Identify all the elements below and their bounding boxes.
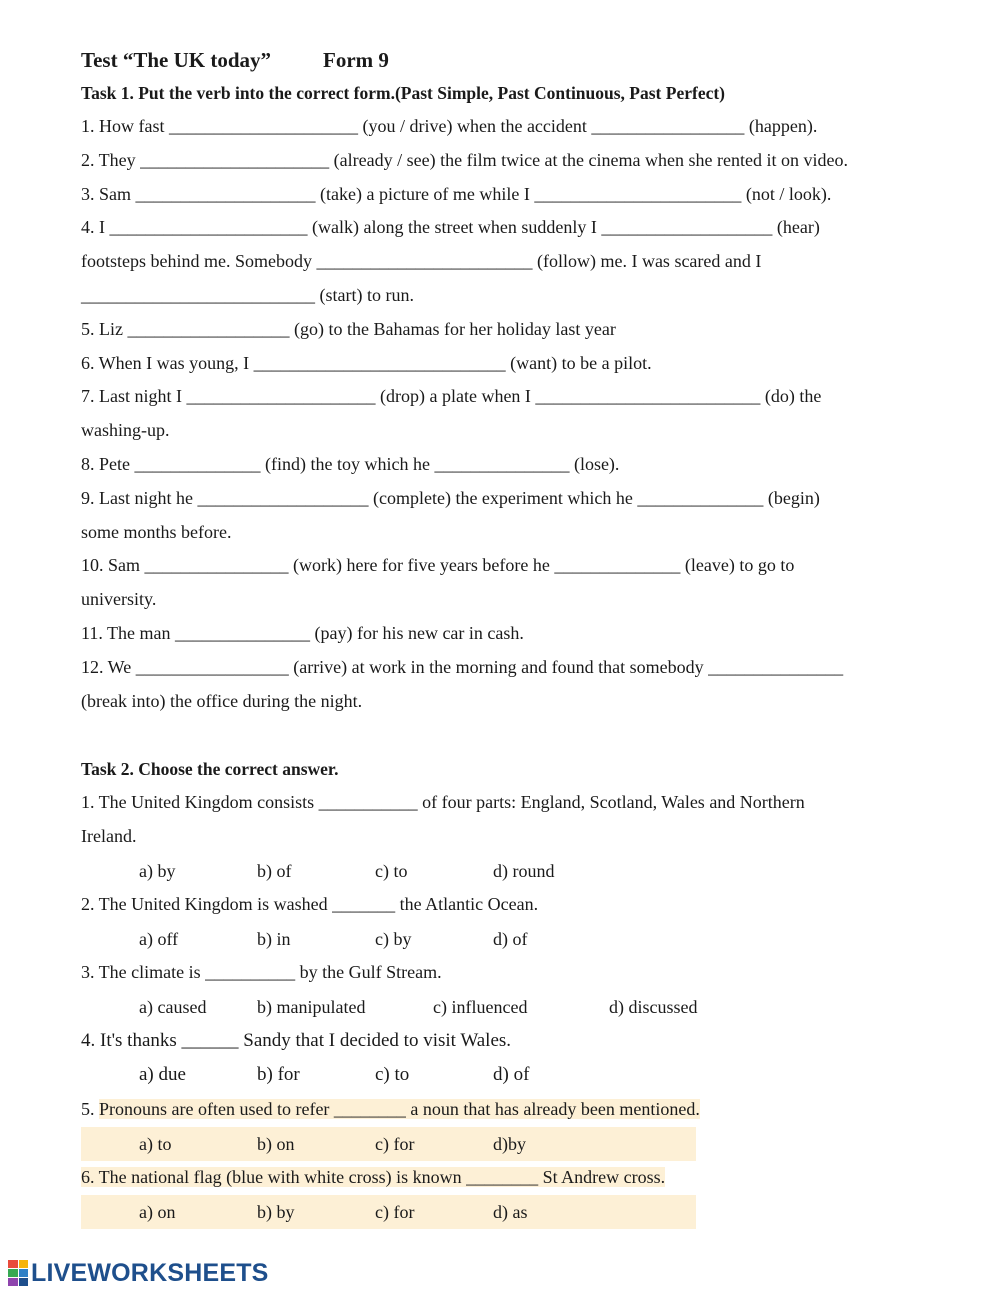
- task1-line: 5. Liz __________________ (go) to the Bahamas for her holiday last year: [81, 318, 616, 339]
- question-6-options: [81, 1195, 696, 1229]
- option-b[interactable]: b) by: [257, 1201, 295, 1222]
- option-a[interactable]: a) on: [139, 1201, 176, 1222]
- task1-line: 2. They _____________________ (already / see) the film twice at the cinema when she rented it on video.: [81, 149, 848, 170]
- question-6: [81, 1161, 941, 1195]
- task1-line: 4. I ______________________ (walk) along the street when suddenly I ___________________ (hear): [81, 217, 820, 238]
- task1-sentences: [81, 110, 941, 718]
- option-a[interactable]: a) to: [139, 1134, 172, 1155]
- liveworksheets-logo-icon: [8, 1260, 28, 1286]
- worksheet-title-row: [81, 44, 941, 76]
- section-spacer: [81, 718, 941, 752]
- option-c[interactable]: c) to: [375, 1064, 410, 1086]
- question-5-number: 5.: [81, 1099, 99, 1120]
- task1-line: __________________________ (start) to run.: [81, 284, 414, 305]
- option-c[interactable]: c) for: [375, 1134, 415, 1155]
- option-c[interactable]: c) by: [375, 928, 412, 949]
- task1-line: university.: [81, 589, 157, 610]
- task1-line: washing-up.: [81, 420, 170, 441]
- question-4: 4. It's thanks ______ Sandy that I decided to visit Wales.: [81, 1029, 512, 1051]
- option-b[interactable]: b) on: [257, 1134, 295, 1155]
- question-5-text: Pronouns are often used to refer ________ a noun that has already been mentioned.: [99, 1099, 700, 1120]
- option-c[interactable]: c) influenced: [433, 996, 528, 1017]
- task1-heading: Task 1. Put the verb into the correct form.(Past Simple, Past Continuous, Past Perfect): [81, 83, 726, 103]
- option-b[interactable]: b) in: [257, 928, 291, 949]
- task2-heading: Task 2. Choose the correct answer.: [81, 759, 339, 780]
- task1-line: 6. When I was young, I ____________________________ (want) to be a pilot.: [81, 352, 652, 373]
- option-d[interactable]: d) round: [493, 860, 555, 881]
- task1-line: (break into) the office during the night.: [81, 690, 363, 711]
- question-4-options: [81, 1057, 941, 1093]
- option-c[interactable]: c) to: [375, 860, 408, 881]
- option-a[interactable]: a) by: [139, 860, 176, 881]
- option-d[interactable]: d) of: [493, 1064, 530, 1086]
- option-a[interactable]: a) caused: [139, 996, 207, 1017]
- question-6-text: 6. The national flag (blue with white cross) is known ________ St Andrew cross.: [81, 1167, 666, 1188]
- liveworksheets-logo-text: LIVEWORKSHEETS: [31, 1258, 269, 1287]
- question-1-continued: Ireland.: [81, 826, 137, 847]
- task1-line: 11. The man _______________ (pay) for his new car in cash.: [81, 622, 524, 643]
- task1-line: 10. Sam ________________ (work) here for five years before he ______________ (leave) to go to: [81, 555, 795, 576]
- question-5: [81, 1093, 941, 1127]
- task1-line: 9. Last night he ___________________ (complete) the experiment which he ______________ (begin): [81, 487, 820, 508]
- option-d[interactable]: d) of: [493, 928, 528, 949]
- option-b[interactable]: b) of: [257, 860, 292, 881]
- task1-line: footsteps behind me. Somebody ________________________ (follow) me. I was scared and I: [81, 251, 762, 272]
- question-2-options: [81, 922, 941, 956]
- test-title: Test “The UK today”: [81, 48, 271, 72]
- liveworksheets-logo[interactable]: [8, 1258, 269, 1288]
- question-3-options: [81, 990, 941, 1024]
- option-b[interactable]: b) for: [257, 1064, 300, 1086]
- option-d[interactable]: d) discussed: [609, 996, 698, 1017]
- option-d[interactable]: d) as: [493, 1201, 528, 1222]
- task1-line: 1. How fast _____________________ (you / drive) when the accident _________________ (happen).: [81, 116, 818, 136]
- question-5-options: [81, 1127, 696, 1161]
- option-a[interactable]: a) due: [139, 1064, 186, 1086]
- option-d[interactable]: d)by: [493, 1134, 526, 1155]
- task1-line: 12. We _________________ (arrive) at work in the morning and found that somebody _______________: [81, 656, 844, 677]
- form-label: Form 9: [323, 48, 389, 72]
- option-c[interactable]: c) for: [375, 1201, 415, 1222]
- task1-line: 3. Sam ____________________ (take) a picture of me while I _______________________ (not / look).: [81, 183, 832, 204]
- question-1: 1. The United Kingdom consists ___________ of four parts: England, Scotland, Wales and Northern: [81, 792, 805, 813]
- option-b[interactable]: b) manipulated: [257, 996, 366, 1017]
- question-3: 3. The climate is __________ by the Gulf Stream.: [81, 961, 442, 982]
- worksheet-page: [81, 44, 941, 1229]
- task1-line: 8. Pete ______________ (find) the toy which he _______________ (lose).: [81, 453, 620, 474]
- question-2: 2. The United Kingdom is washed _______ the Atlantic Ocean.: [81, 893, 539, 914]
- task1-line: some months before.: [81, 521, 232, 542]
- option-a[interactable]: a) off: [139, 928, 179, 949]
- question-1-options: [81, 854, 941, 888]
- task1-line: 7. Last night I _____________________ (drop) a plate when I _________________________ (do) the: [81, 386, 822, 407]
